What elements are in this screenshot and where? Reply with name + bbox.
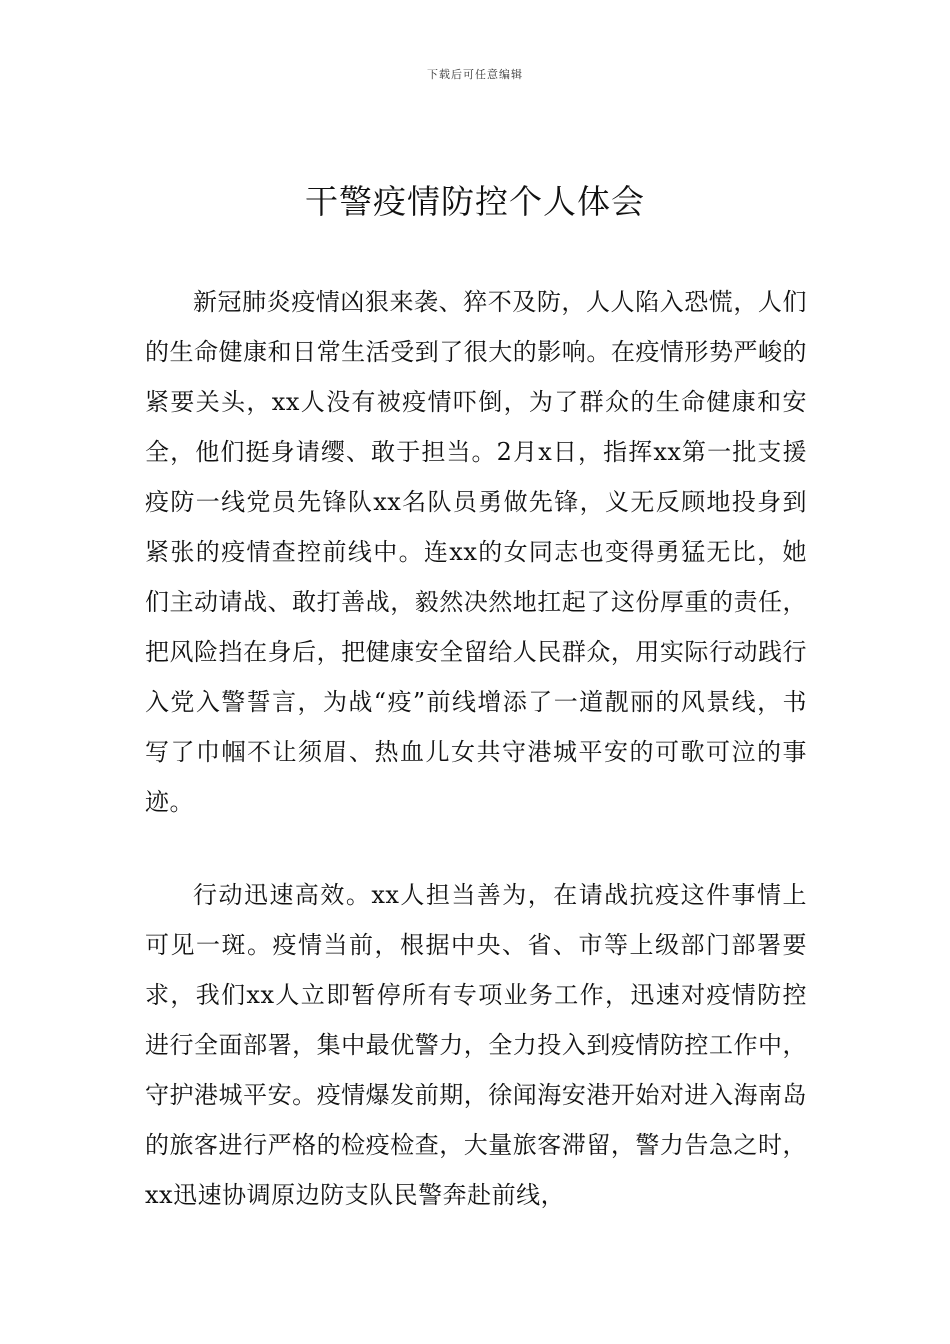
body-paragraph: 新冠肺炎疫情凶狠来袭、猝不及防，人人陷入恐慌，人们的生命健康和日常生活受到了很大的影响。在疫情形势严峻的紧要关头，xx人没有被疫情吓倒，为了群众的生命健康和安全，他们挺身请缨、敢于担当。2月x日，指挥xx第一批支援疫防一线党员先锋队xx名队员勇做先锋，义无反顾地投身到紧张的疫情查控前线中。连xx的女同志也变得勇猛无比，她们主动请战、敢打善战，毅然决然地扛起了这份厚重的责任，把风险挡在身后，把健康安全留给人民群众，用实际行动践行入党入警誓言，为战“疫”前线增添了一道靓丽的风景线，书写了巾帼不让须眉、热血儿女共守港城平安的可歌可泣的事迹。	[145, 288, 807, 816]
header-note: 下载后可任意编辑	[427, 68, 523, 81]
body-paragraph: 行动迅速高效。xx人担当善为，在请战抗疫这件事情上可见一斑。疫情当前，根据中央、省、市等上级部门部署要求，我们xx人立即暂停所有专项业务工作，迅速对疫情防控进行全面部署，集中最优警力，全力投入到疫情防控工作中，守护港城平安。疫情爆发前期，徐闻海安港开始对进入海南岛的旅客进行严格的检疫检查，大量旅客滞留，警力告急之时，xx迅速协调原边防支队民警奔赴前线，	[145, 881, 807, 1209]
document-title: 干警疫情防控个人体会	[305, 182, 645, 221]
